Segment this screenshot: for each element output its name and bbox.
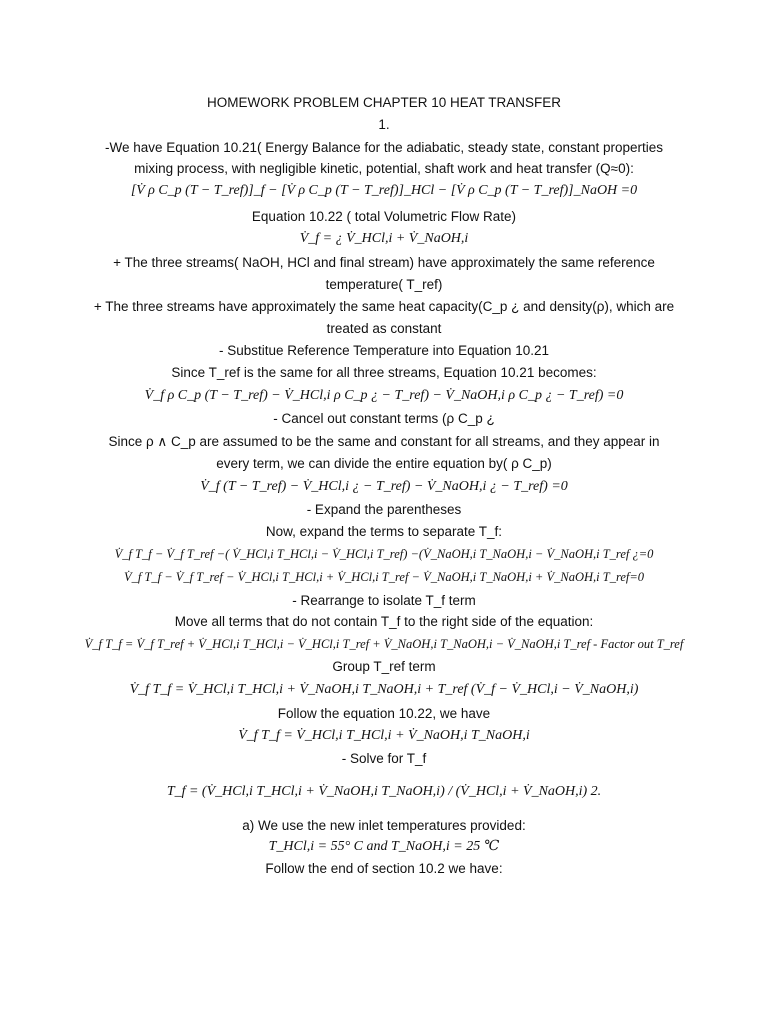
equation-fraction: T_f = (V̇_HCl,i T_HCl,i + V̇_NaOH,i T_NaOH,i) / (V̇_HCl,i + V̇_NaOH,i) 2. — [166, 784, 602, 799]
text-line: - Cancel out constant terms (ρ C_p ¿ — [273, 411, 495, 426]
text-line: + The three streams have approximately the same heat capacity(C_p ¿ and density(ρ), which are — [93, 299, 675, 314]
text-line: a) We use the new inlet temperatures provided: — [242, 818, 526, 833]
text-line: mixing process, with negligible kinetic, potential, shaft work and heat transfer (Q≈0): — [134, 161, 634, 176]
text-line: Follow the equation 10.22, we have — [277, 706, 491, 721]
document-title: HOMEWORK PROBLEM CHAPTER 10 HEAT TRANSFER — [206, 95, 562, 110]
problem-number: 1. — [378, 117, 390, 132]
equation: V̇_f T_f = V̇_f T_ref + V̇_HCl,i T_HCl,i − V̇_HCl,i T_ref + V̇_NaOH,i T_NaOH,i − V̇_NaOH,i T_ref - Factor out T_ref — [84, 637, 684, 651]
text-line: - Rearrange to isolate T_f term — [292, 593, 476, 608]
text-line: + The three streams( NaOH, HCl and final stream) have approximately the same reference — [113, 255, 655, 270]
text-line: Now, expand the terms to separate T_f: — [265, 524, 503, 539]
equation: V̇_f ρ C_p (T − T_ref) − V̇_HCl,i ρ C_p ¿ − T_ref) − V̇_NaOH,i ρ C_p ¿ − T_ref) =0 — [144, 388, 624, 403]
text-line: temperature( T_ref) — [325, 277, 443, 292]
text-line: Since ρ ∧ C_p are assumed to be the same and constant for all streams, and they appear in — [108, 434, 660, 449]
text-line: treated as constant — [326, 321, 442, 336]
equation: T_HCl,i = 55° C and T_NaOH,i = 25 ℃ — [268, 839, 500, 854]
text-line: Since T_ref is the same for all three streams, Equation 10.21 becomes: — [171, 365, 597, 380]
text-line: Group T_ref term — [332, 659, 436, 674]
text-line: - Expand the parentheses — [306, 502, 462, 517]
equation: V̇_f (T − T_ref) − V̇_HCl,i ¿ − T_ref) − V̇_NaOH,i ¿ − T_ref) =0 — [200, 479, 568, 494]
text-line: - Substitue Reference Temperature into Equation 10.21 — [219, 343, 549, 358]
text-line: every term, we can divide the entire equation by( ρ C_p) — [216, 456, 552, 471]
equation: V̇_f T_f − V̇_f T_ref − V̇_HCl,i T_HCl,i + V̇_HCl,i T_ref − V̇_NaOH,i T_NaOH,i + V̇_NaOH,i T_ref=0 — [123, 570, 645, 584]
equation-10-22: V̇_f = ¿ V̇_HCl,i + V̇_NaOH,i — [299, 231, 469, 246]
equation: V̇_f T_f = V̇_HCl,i T_HCl,i + V̇_NaOH,i T_NaOH,i + T_ref (V̇_f − V̇_HCl,i − V̇_NaOH,i) — [129, 682, 639, 697]
text-line: - Solve for T_f — [341, 751, 427, 766]
equation-10-21: [V̇ ρ C_p (T − T_ref)]_f − [V̇ ρ C_p (T − T_ref)]_HCl − [V̇ ρ C_p (T − T_ref)]_NaOH =0 — [130, 183, 638, 198]
text-line: Move all terms that do not contain T_f to the right side of the equation: — [174, 614, 594, 629]
equation: V̇_f T_f = V̇_HCl,i T_HCl,i + V̇_NaOH,i T_NaOH,i — [238, 728, 530, 743]
text-line: Follow the end of section 10.2 we have: — [265, 861, 503, 876]
text-line: -We have Equation 10.21( Energy Balance for the adiabatic, steady state, constant properties — [104, 140, 664, 155]
equation: V̇_f T_f − V̇_f T_ref −( V̇_HCl,i T_HCl,i − V̇_HCl,i T_ref) −(V̇_NaOH,i T_NaOH,i − V̇_NaOH,i T_ref ¿=0 — [114, 547, 654, 561]
text-line: Equation 10.22 ( total Volumetric Flow Rate) — [251, 209, 517, 224]
